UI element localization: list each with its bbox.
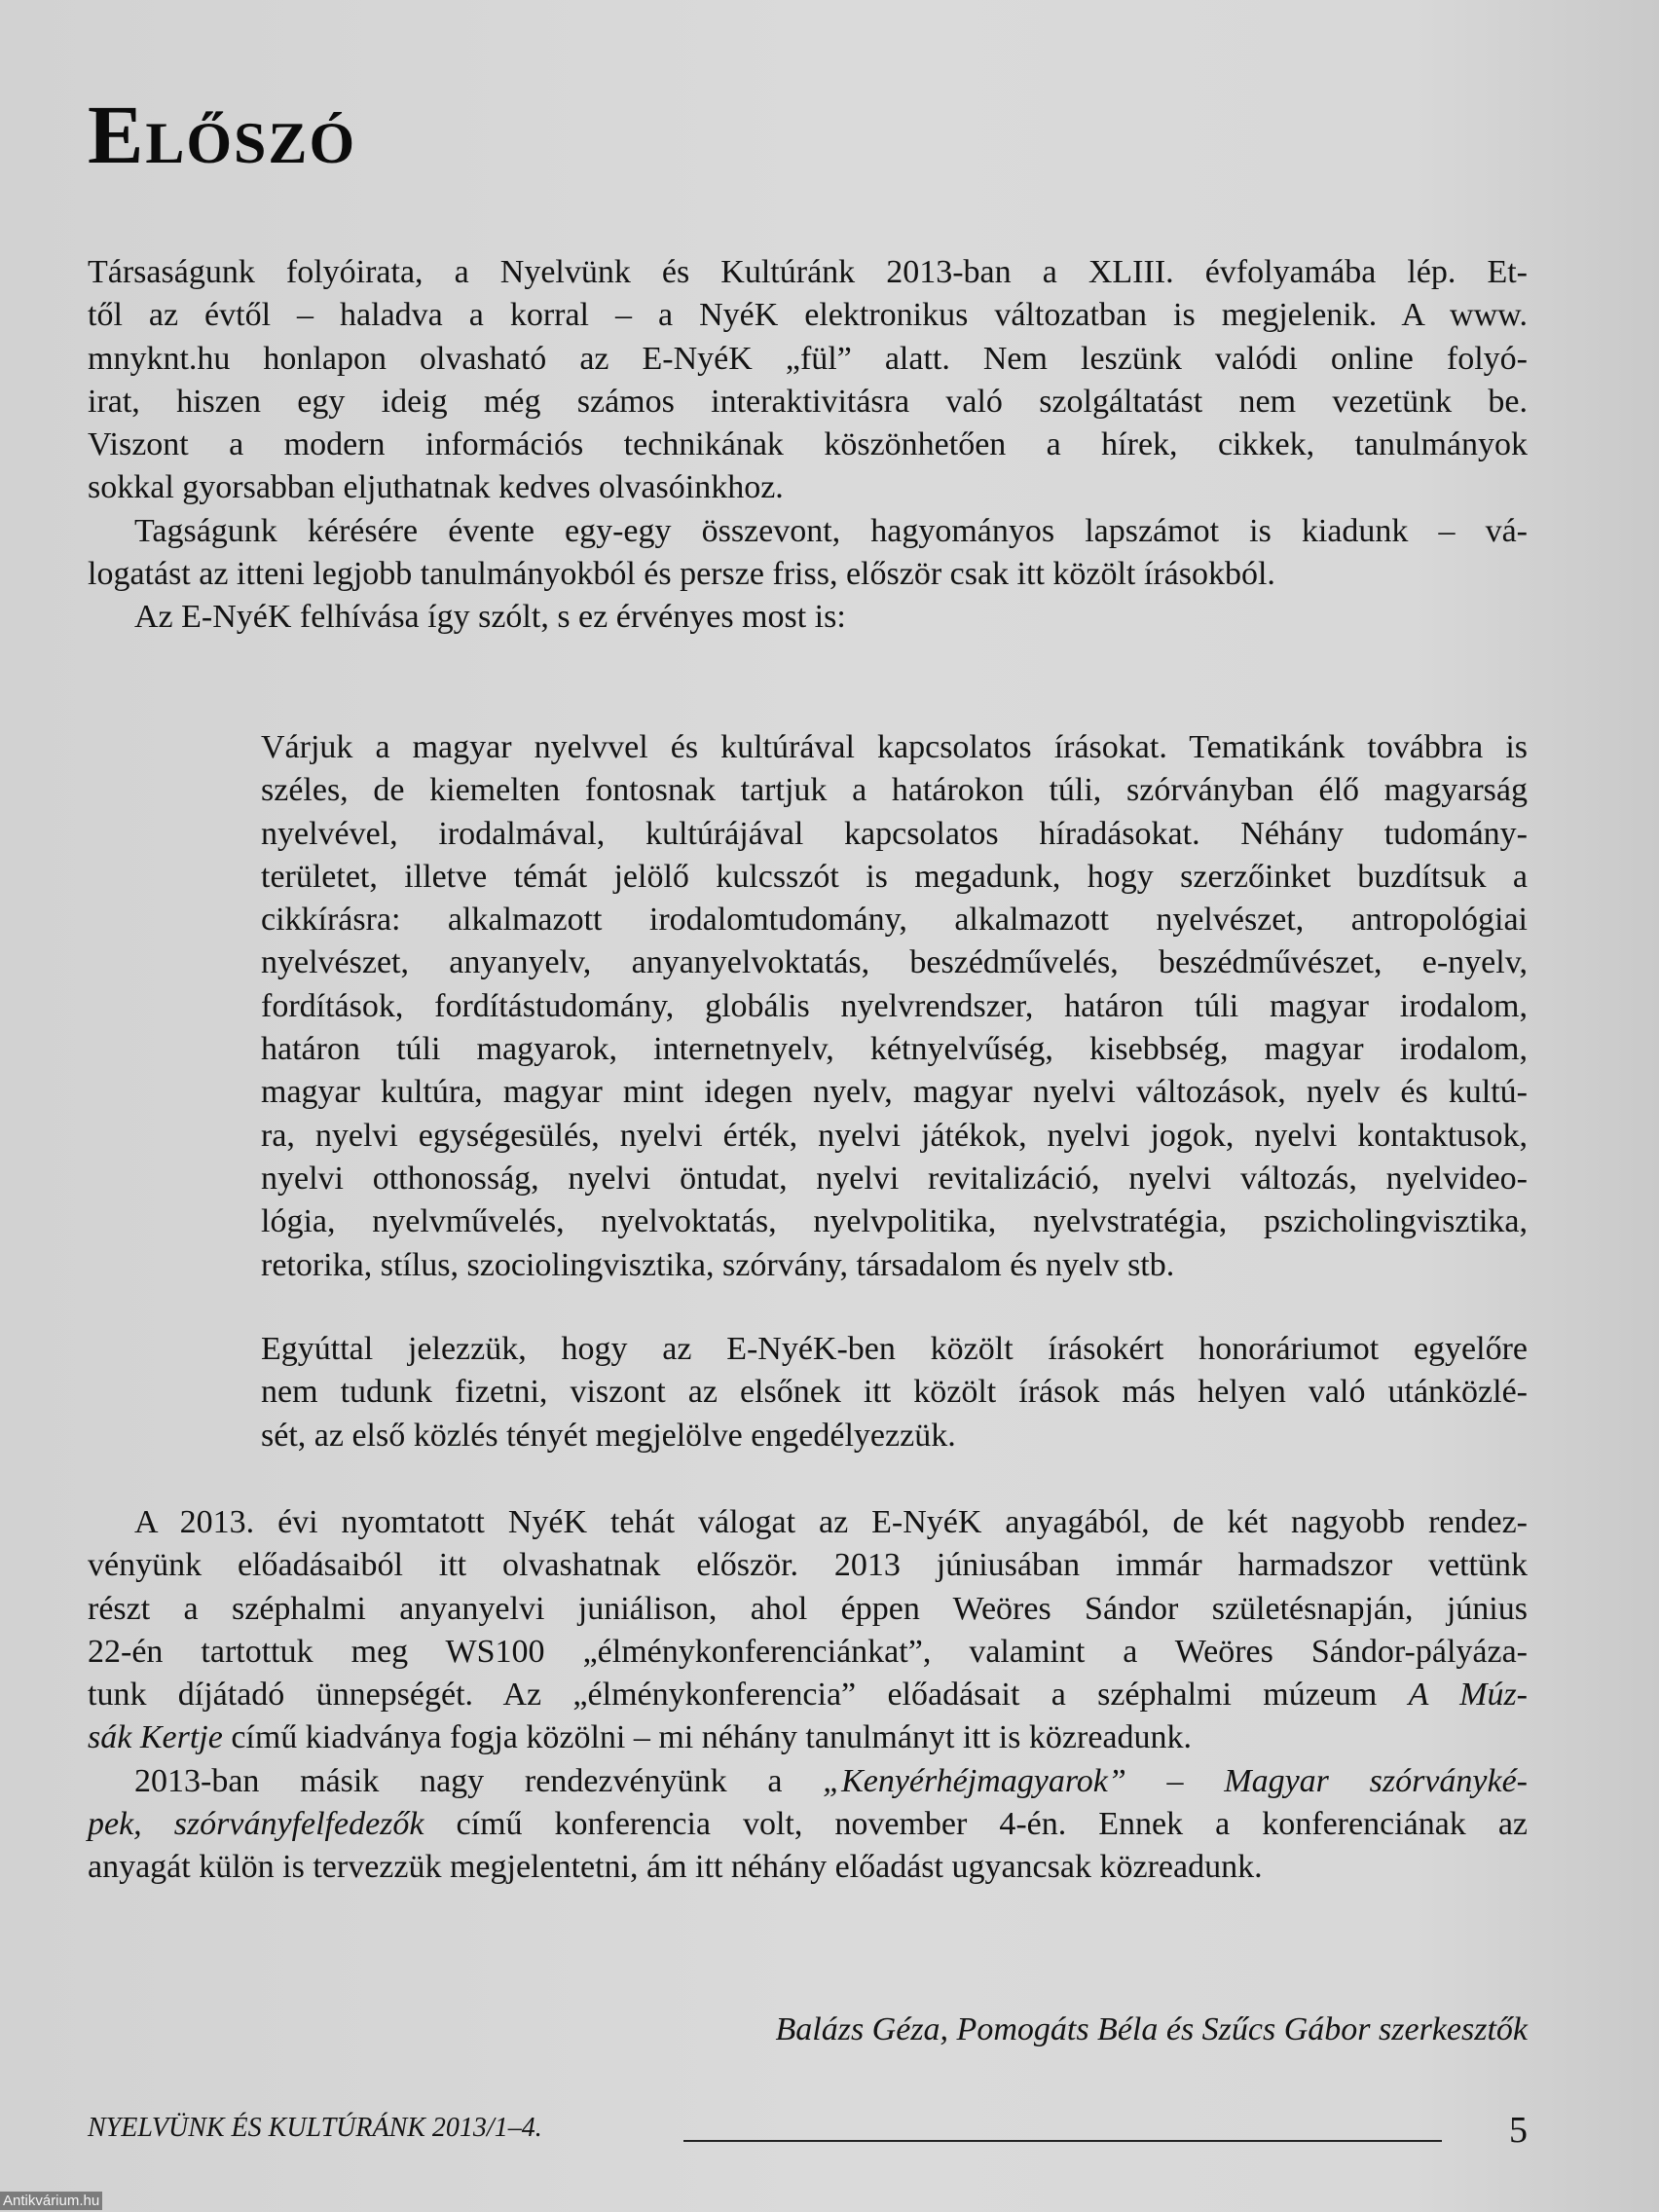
text-segment: című kiadványa fogja közölni – mi néhány tanulmányt itt is közreadunk. (222, 1719, 1193, 1756)
text-line (88, 1716, 1528, 1759)
text-segment: től az évtől – haladva a korral – a NyéK elektronikus változatban is megjelenik. A www. (88, 297, 1528, 334)
text-line (88, 251, 1528, 294)
text-line (261, 1244, 1528, 1287)
page-title: Előszó (88, 87, 357, 181)
text-line (88, 466, 1528, 509)
text-segment: nem tudunk fizetni, viszont az elsőnek itt közölt írások más helyen való utánközlé- (261, 1374, 1528, 1411)
paragraph (88, 1760, 1528, 1890)
footer-journal-title: NYELVÜNK ÉS KULTÚRÁNK 2013/1–4. (88, 2113, 542, 2143)
text-line (261, 1028, 1528, 1071)
text-line (261, 1371, 1528, 1414)
text-segment: részt a széphalmi anyanyelvi juniálison, ahol éppen Weöres Sándor születésnapján, június (88, 1590, 1528, 1627)
text-segment: 2013-ban másik nagy rendezvényünk a (134, 1762, 824, 1799)
text-line (261, 985, 1528, 1028)
text-line (88, 424, 1528, 466)
text-segment: anyagát külön is tervezzük megjelentetni, ám itt néhány előadást ugyancsak közreadunk. (88, 1849, 1263, 1886)
paragraph (261, 726, 1528, 1287)
text-line (261, 1115, 1528, 1158)
call-for-papers-quote (261, 726, 1528, 1287)
honorarium-note-quote (261, 1328, 1528, 1457)
text-segment: Várjuk a magyar nyelvvel és kultúrával kapcsolatos írásokat. Tematikánk továbbra is (261, 729, 1528, 765)
text-line (261, 813, 1528, 856)
text-segment: vényünk előadásaiból itt olvashatnak először. 2013 júniusában immár harmadszor vettünk (88, 1547, 1528, 1584)
text-segment: fordítások, fordítástudomány, globális nyelvrendszer, határon túli magyar irodalom, (261, 987, 1528, 1024)
text-segment: Egyúttal jelezzük, hogy az E-NyéK-ben közölt írásokért honoráriumot egyelőre (261, 1331, 1528, 1367)
text-segment: nyelvészet, anyanyelv, anyanyelvoktatás, beszédművelés, beszédművészet, e-nyelv, (261, 944, 1528, 981)
text-line (88, 1846, 1528, 1889)
text-line (261, 899, 1528, 941)
text-segment: Viszont a modern információs technikának köszönhetően a hírek, cikkek, tanulmányok (88, 426, 1528, 463)
text-line (88, 1544, 1528, 1587)
italic-text: pek, szórványfelfedezők (88, 1806, 424, 1843)
text-segment: irat, hiszen egy ideig még számos interaktivitásra való szolgáltatást nem vezetünk be. (88, 383, 1528, 420)
text-segment: magyar kultúra, magyar mint idegen nyelv, magyar nyelvi változások, nyelv és kultú- (261, 1074, 1528, 1111)
text-segment: nyelvével, irodalmával, kultúrájával kapcsolatos híradásokat. Néhány tudomány- (261, 815, 1528, 852)
text-segment: Társaságunk folyóirata, a Nyelvünk és Kultúránk 2013-ban a XLIII. évfolyamába lép. Et- (88, 254, 1528, 290)
text-line (88, 381, 1528, 424)
text-line (88, 596, 1528, 639)
text-line (88, 553, 1528, 596)
italic-text: „Kenyérhéjmagyarok” – Magyar szórványké- (823, 1762, 1528, 1799)
text-segment: lógia, nyelvművelés, nyelvoktatás, nyelvpolitika, nyelvstratégia, pszicholingvisztika, (261, 1203, 1528, 1240)
italic-text: sák Kertje (88, 1719, 223, 1756)
italic-text: A Múz- (1408, 1677, 1528, 1714)
intro-section (88, 251, 1528, 640)
text-segment: 22-én tartottuk meg WS100 „élménykonferenciánkat”, valamint a Weöres Sándor-pályáza- (88, 1633, 1528, 1670)
text-line (88, 1501, 1528, 1544)
text-line (88, 1631, 1528, 1674)
text-line (261, 856, 1528, 899)
text-line (88, 1760, 1528, 1803)
text-line (261, 1200, 1528, 1243)
text-line (261, 769, 1528, 812)
editors-signature: Balázs Géza, Pomogáts Béla és Szűcs Gábor szerkesztők (775, 2011, 1528, 2047)
text-line (88, 1588, 1528, 1631)
text-line (261, 1158, 1528, 1200)
text-line (88, 1674, 1528, 1716)
text-line (261, 1328, 1528, 1371)
text-segment: Az E-NyéK felhívása így szólt, s ez érvényes most is: (134, 599, 846, 636)
text-line (261, 1071, 1528, 1114)
footer-rule (683, 2140, 1442, 2142)
paragraph (88, 596, 1528, 639)
events-section (88, 1501, 1528, 1890)
text-segment: területet, illetve témát jelölő kulcsszót is megadunk, hogy szerzőinket buzdítsuk a (261, 858, 1528, 895)
text-line (261, 941, 1528, 984)
text-segment: című konferencia volt, november 4-én. Ennek a konferenciának az (424, 1806, 1528, 1843)
text-segment: határon túli magyarok, internetnyelv, kétnyelvűség, kisebbség, magyar irodalom, (261, 1031, 1528, 1068)
text-line (88, 1803, 1528, 1846)
text-line (88, 338, 1528, 381)
text-segment: tunk díjátadó ünnepségét. Az „élménykonferencia” előadásait a széphalmi múzeum (88, 1677, 1409, 1714)
text-segment: széles, de kiemelten fontosnak tartjuk a határokon túli, szórványban élő magyarság (261, 772, 1528, 809)
text-line (261, 726, 1528, 769)
paragraph (88, 510, 1528, 597)
text-segment: sokkal gyorsabban eljuthatnak kedves olvasóinkhoz. (88, 469, 784, 506)
text-segment: mnyknt.hu honlapon olvasható az E-NyéK „fül” alatt. Nem leszünk valódi online folyó- (88, 340, 1528, 377)
text-segment: Tagságunk kérésére évente egy-egy összevont, hagyományos lapszámot is kiadunk – vá- (134, 512, 1528, 549)
paragraph (88, 1501, 1528, 1760)
text-segment: cikkírásra: alkalmazott irodalomtudomány, alkalmazott nyelvészet, antropológiai (261, 902, 1528, 939)
watermark-logo: Antikvárium.hu (0, 2192, 102, 2210)
paragraph (261, 1328, 1528, 1457)
text-segment: logatást az itteni legjobb tanulmányokból és persze friss, először csak itt közölt írásokból. (88, 556, 1275, 593)
text-segment: retorika, stílus, szociolingvisztika, szórvány, társadalom és nyelv stb. (261, 1246, 1175, 1283)
text-segment: ra, nyelvi egységesülés, nyelvi érték, nyelvi játékok, nyelvi jogok, nyelvi kontaktusok, (261, 1117, 1528, 1154)
text-line (88, 294, 1528, 337)
text-segment: sét, az első közlés tényét megjelölve engedélyezzük. (261, 1417, 956, 1454)
text-line (88, 510, 1528, 553)
page-number: 5 (1509, 2110, 1528, 2151)
text-segment: nyelvi otthonosság, nyelvi öntudat, nyelvi revitalizáció, nyelvi változás, nyelvideo- (261, 1160, 1528, 1197)
text-segment: A 2013. évi nyomtatott NyéK tehát válogat az E-NyéK anyagából, de két nagyobb rendez- (134, 1504, 1528, 1540)
paragraph (88, 251, 1528, 510)
text-line (261, 1415, 1528, 1457)
page-footer (88, 2109, 1528, 2157)
